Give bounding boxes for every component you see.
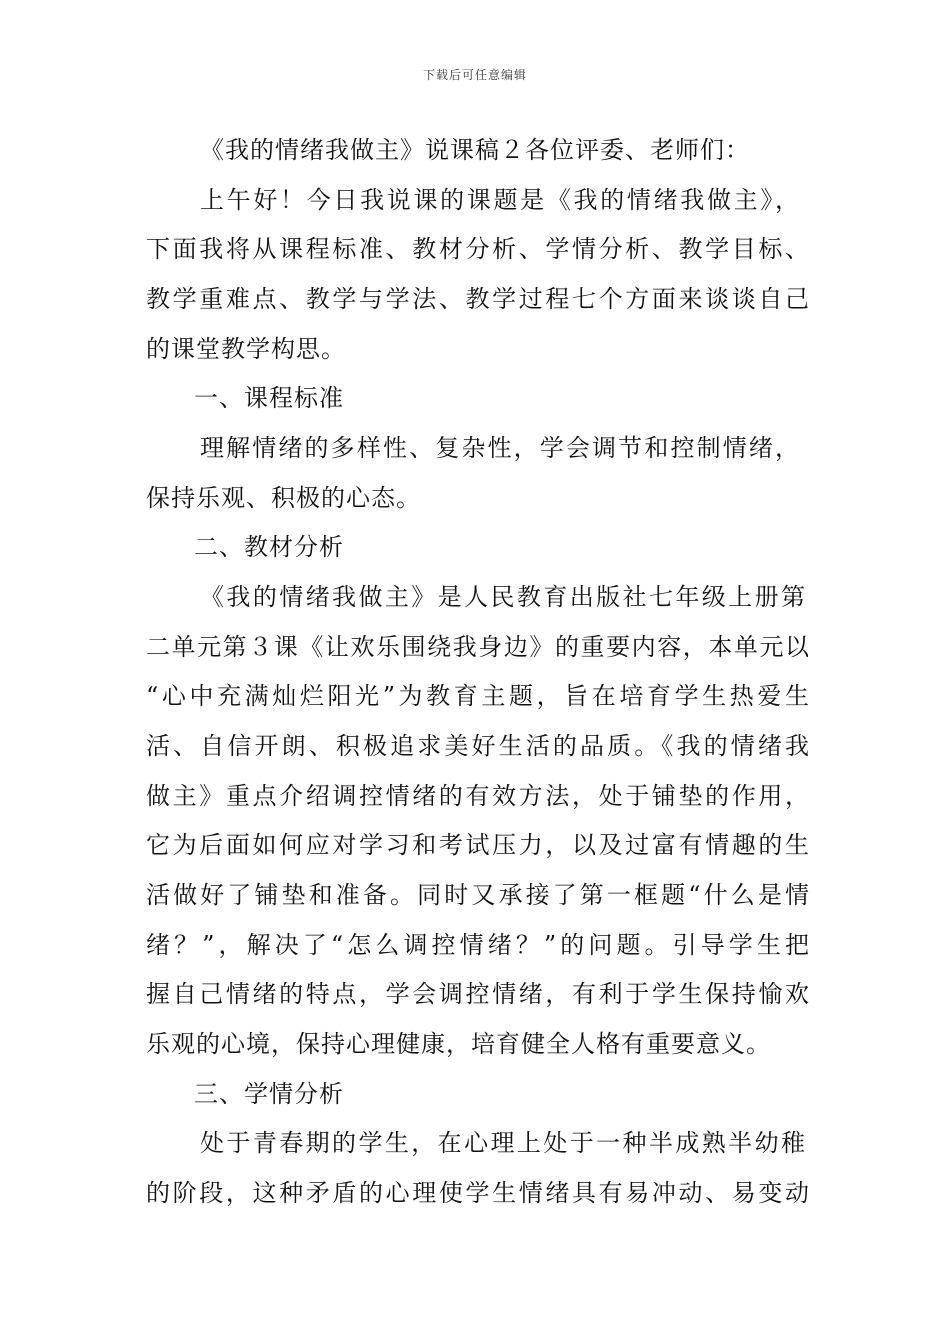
- paragraph-line: 的课堂教学构思。: [146, 335, 346, 363]
- header-note: 下载后可任意编辑: [422, 68, 527, 82]
- paragraph-line: 它为后面如何应对学习和考试压力，以及过富有情趣的生: [146, 831, 810, 859]
- section-heading: 一、课程标准: [194, 384, 344, 412]
- paragraph-line: 上午好！今日我说课的课题是《我的情绪我做主》，: [200, 186, 800, 214]
- paragraph-line: 《我的情绪我做主》是人民教育出版社七年级上册第: [200, 583, 806, 611]
- doc-title-line: 《我的情绪我做主》说课稿２各位评委、老师们：: [200, 136, 750, 164]
- section-heading: 三、学情分析: [194, 1080, 344, 1108]
- section-heading: 二、教材分析: [194, 533, 344, 561]
- paragraph-line: 处于青春期的学生，在心理上处于一种半成熟半幼稚: [200, 1129, 806, 1157]
- paragraph-line: 的阶段，这种矛盾的心理使学生情绪具有易冲动、易变动: [146, 1179, 810, 1207]
- paragraph-line: “心中充满灿烂阳光”为教育主题，旨在培育学生热爱生: [146, 682, 810, 710]
- paragraph-line: 握自己情绪的特点，学会调控情绪，有利于学生保持愉欢: [146, 980, 810, 1008]
- paragraph-line: 做主》重点介绍调控情绪的有效方法，处于铺垫的作用，: [146, 782, 810, 810]
- paragraph-line: 活、自信开朗、积极追求美好生活的品质。《我的情绪我: [146, 732, 810, 760]
- paragraph-line: 保持乐观、积极的心态。: [146, 484, 421, 512]
- paragraph-line: 下面我将从课程标准、教材分析、学情分析、教学目标、: [146, 235, 810, 263]
- paragraph-line: 教学重难点、教学与学法、教学过程七个方面来谈谈自己: [146, 285, 810, 313]
- paragraph-line: 乐观的心境，保持心理健康，培育健全人格有重要意义。: [146, 1030, 771, 1058]
- paragraph-line: 绪？”，解决了“怎么调控情绪？”的问题。引导学生把: [146, 931, 810, 959]
- paragraph-line: 二单元第３课《让欢乐围绕我身边》的重要内容，本单元以: [146, 633, 810, 661]
- paragraph-line: 活做好了铺垫和准备。同时又承接了第一框题“什么是情: [146, 881, 810, 909]
- paragraph-line: 理解情绪的多样性、复杂性，学会调节和控制情绪，: [200, 434, 800, 462]
